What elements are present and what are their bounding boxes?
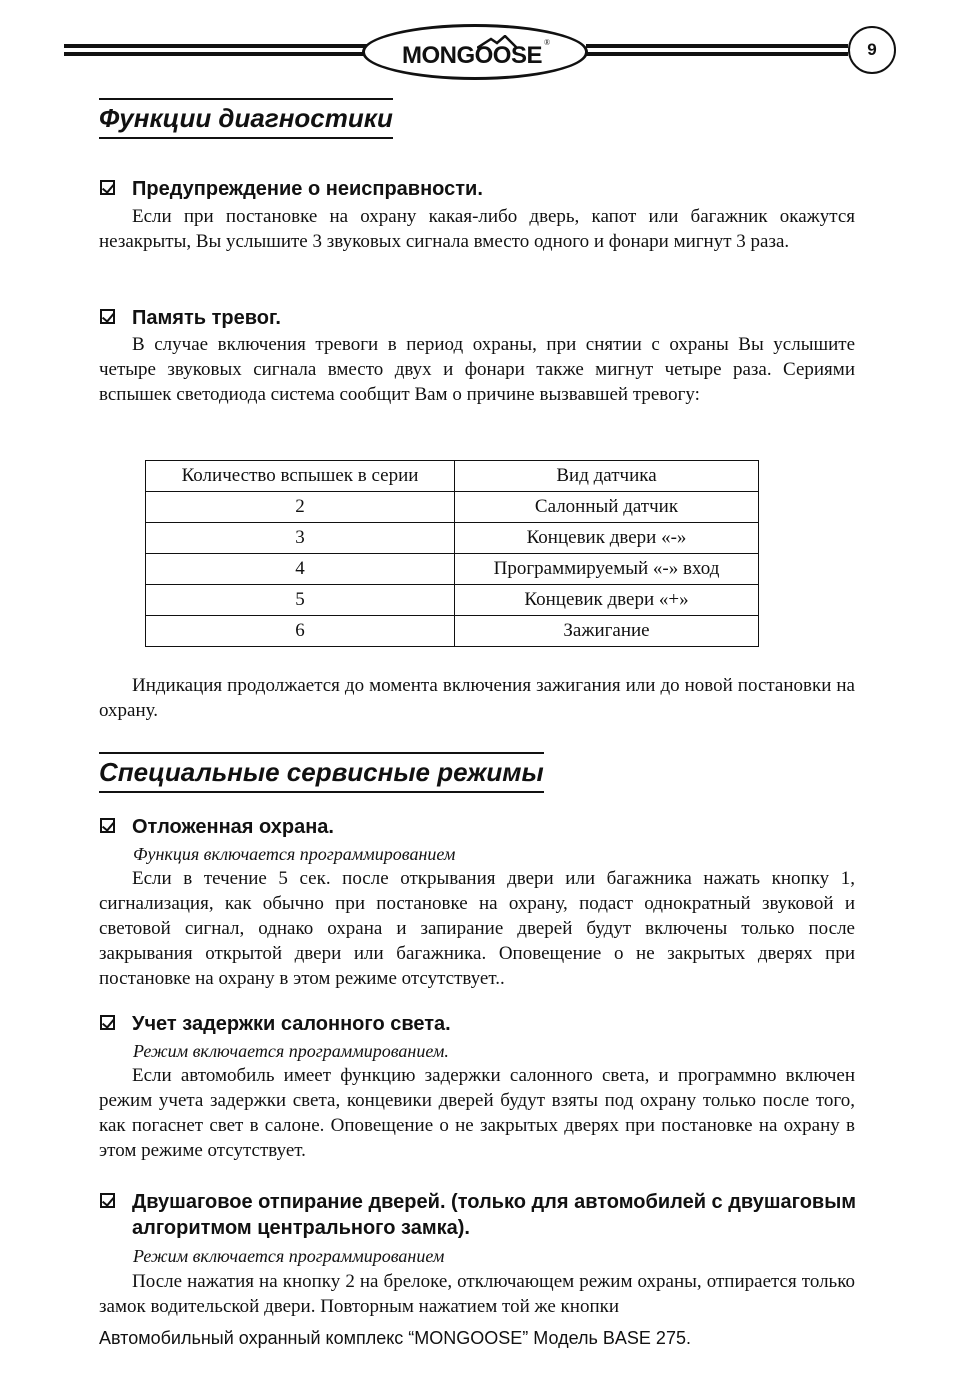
header-rule <box>64 52 374 56</box>
subsection-heading: Память тревог. <box>100 305 860 331</box>
header-rule <box>64 44 374 48</box>
checkbox-icon <box>100 1015 115 1030</box>
table-header-cell: Количество вспышек в серии <box>146 461 455 492</box>
table-row <box>146 492 759 523</box>
table-cell: 6 <box>146 616 455 647</box>
page-header <box>64 22 900 82</box>
subsection-heading: Двушаговое отпирание дверей. (только для автомобилей с двушаговым алгоритмом центрального замка). <box>100 1189 860 1241</box>
logo-registered-mark: ® <box>543 37 551 47</box>
table-header-row <box>146 461 759 492</box>
checkbox-icon <box>100 309 115 324</box>
mountain-icon <box>477 35 517 49</box>
page-footer: Автомобильный охранный комплекс “MONGOOSE” Модель BASE 275. <box>99 1328 691 1348</box>
italic-note: Функция включается программированием <box>133 844 456 864</box>
subsection-heading: Учет задержки салонного света. <box>100 1011 860 1037</box>
checkbox-icon <box>100 818 115 833</box>
table-cell: 4 <box>146 554 455 585</box>
checkbox-icon <box>100 1193 115 1208</box>
table-header-cell: Вид датчика <box>455 461 759 492</box>
table-row <box>146 554 759 585</box>
paragraph: Если в течение 5 сек. после открывания двери или багажника нажать кнопку 1, сигнализация, как обычно при постановке на охрану, подаст однократный звуковой и световой сигнал, однако охрана и запирание дверей будут включены только после закрывания открытой двери или багажника. Оповещение о не закрытых дверях при постановке на охрану в этом режиме отсутствует.. <box>99 868 855 989</box>
table-cell: Программируемый «-» вход <box>455 554 759 585</box>
subsection-heading: Предупреждение о неисправности. <box>100 176 860 202</box>
table-cell: Концевик двери «-» <box>455 523 759 554</box>
section-title-diagnostics: Функции диагностики <box>99 98 393 139</box>
paragraph: В случае включения тревоги в период охраны, при снятии с охраны Вы услышите четыре звуковых сигнала вместо двух и фонари также мигнут четыре раза. Сериями вспышек светодиода система сообщит Вам о причине вызвавшей тревогу: <box>99 334 855 405</box>
page-number: 9 <box>848 26 896 74</box>
paragraph: Индикация продолжается до момента включения зажигания или до новой постановки на охрану. <box>99 675 855 721</box>
logo-text: MONGOOSE <box>401 42 542 69</box>
table-row <box>146 585 759 616</box>
italic-note: Режим включается программированием <box>133 1246 445 1266</box>
section-title-service-modes: Специальные сервисные режимы <box>99 752 544 793</box>
table-cell: 3 <box>146 523 455 554</box>
subsection-heading: Отложенная охрана. <box>100 814 860 840</box>
checkbox-icon <box>100 180 115 195</box>
table-cell: 5 <box>146 585 455 616</box>
italic-note: Режим включается программированием. <box>133 1041 449 1061</box>
paragraph: Если автомобиль имеет функцию задержки салонного света, и программно включен режим учета задержки света, концевики дверей будут взяты под охрану только после того, как погаснет свет в салоне. Оповещение о не закрытых дверях при постановке на охрану в этом режиме отсутствует. <box>99 1065 855 1161</box>
alarm-flash-table <box>145 460 759 647</box>
mongoose-logo <box>362 24 588 80</box>
table-row <box>146 523 759 554</box>
header-rule <box>586 52 848 56</box>
table-cell: Зажигание <box>455 616 759 647</box>
paragraph: Если при постановке на охрану какая-либо дверь, капот или багажник окажутся незакрыты, Вы услышите 3 звуковых сигнала вместо одного и фонари мигнут 3 раза. <box>99 206 855 252</box>
table-row <box>146 616 759 647</box>
header-rule <box>586 44 848 48</box>
table-cell: 2 <box>146 492 455 523</box>
table-cell: Салонный датчик <box>455 492 759 523</box>
table-cell: Концевик двери «+» <box>455 585 759 616</box>
paragraph: После нажатия на кнопку 2 на брелоке, отключающем режим охраны, отпирается только замок водительской двери. Повторным нажатием той же кнопки <box>99 1271 855 1317</box>
